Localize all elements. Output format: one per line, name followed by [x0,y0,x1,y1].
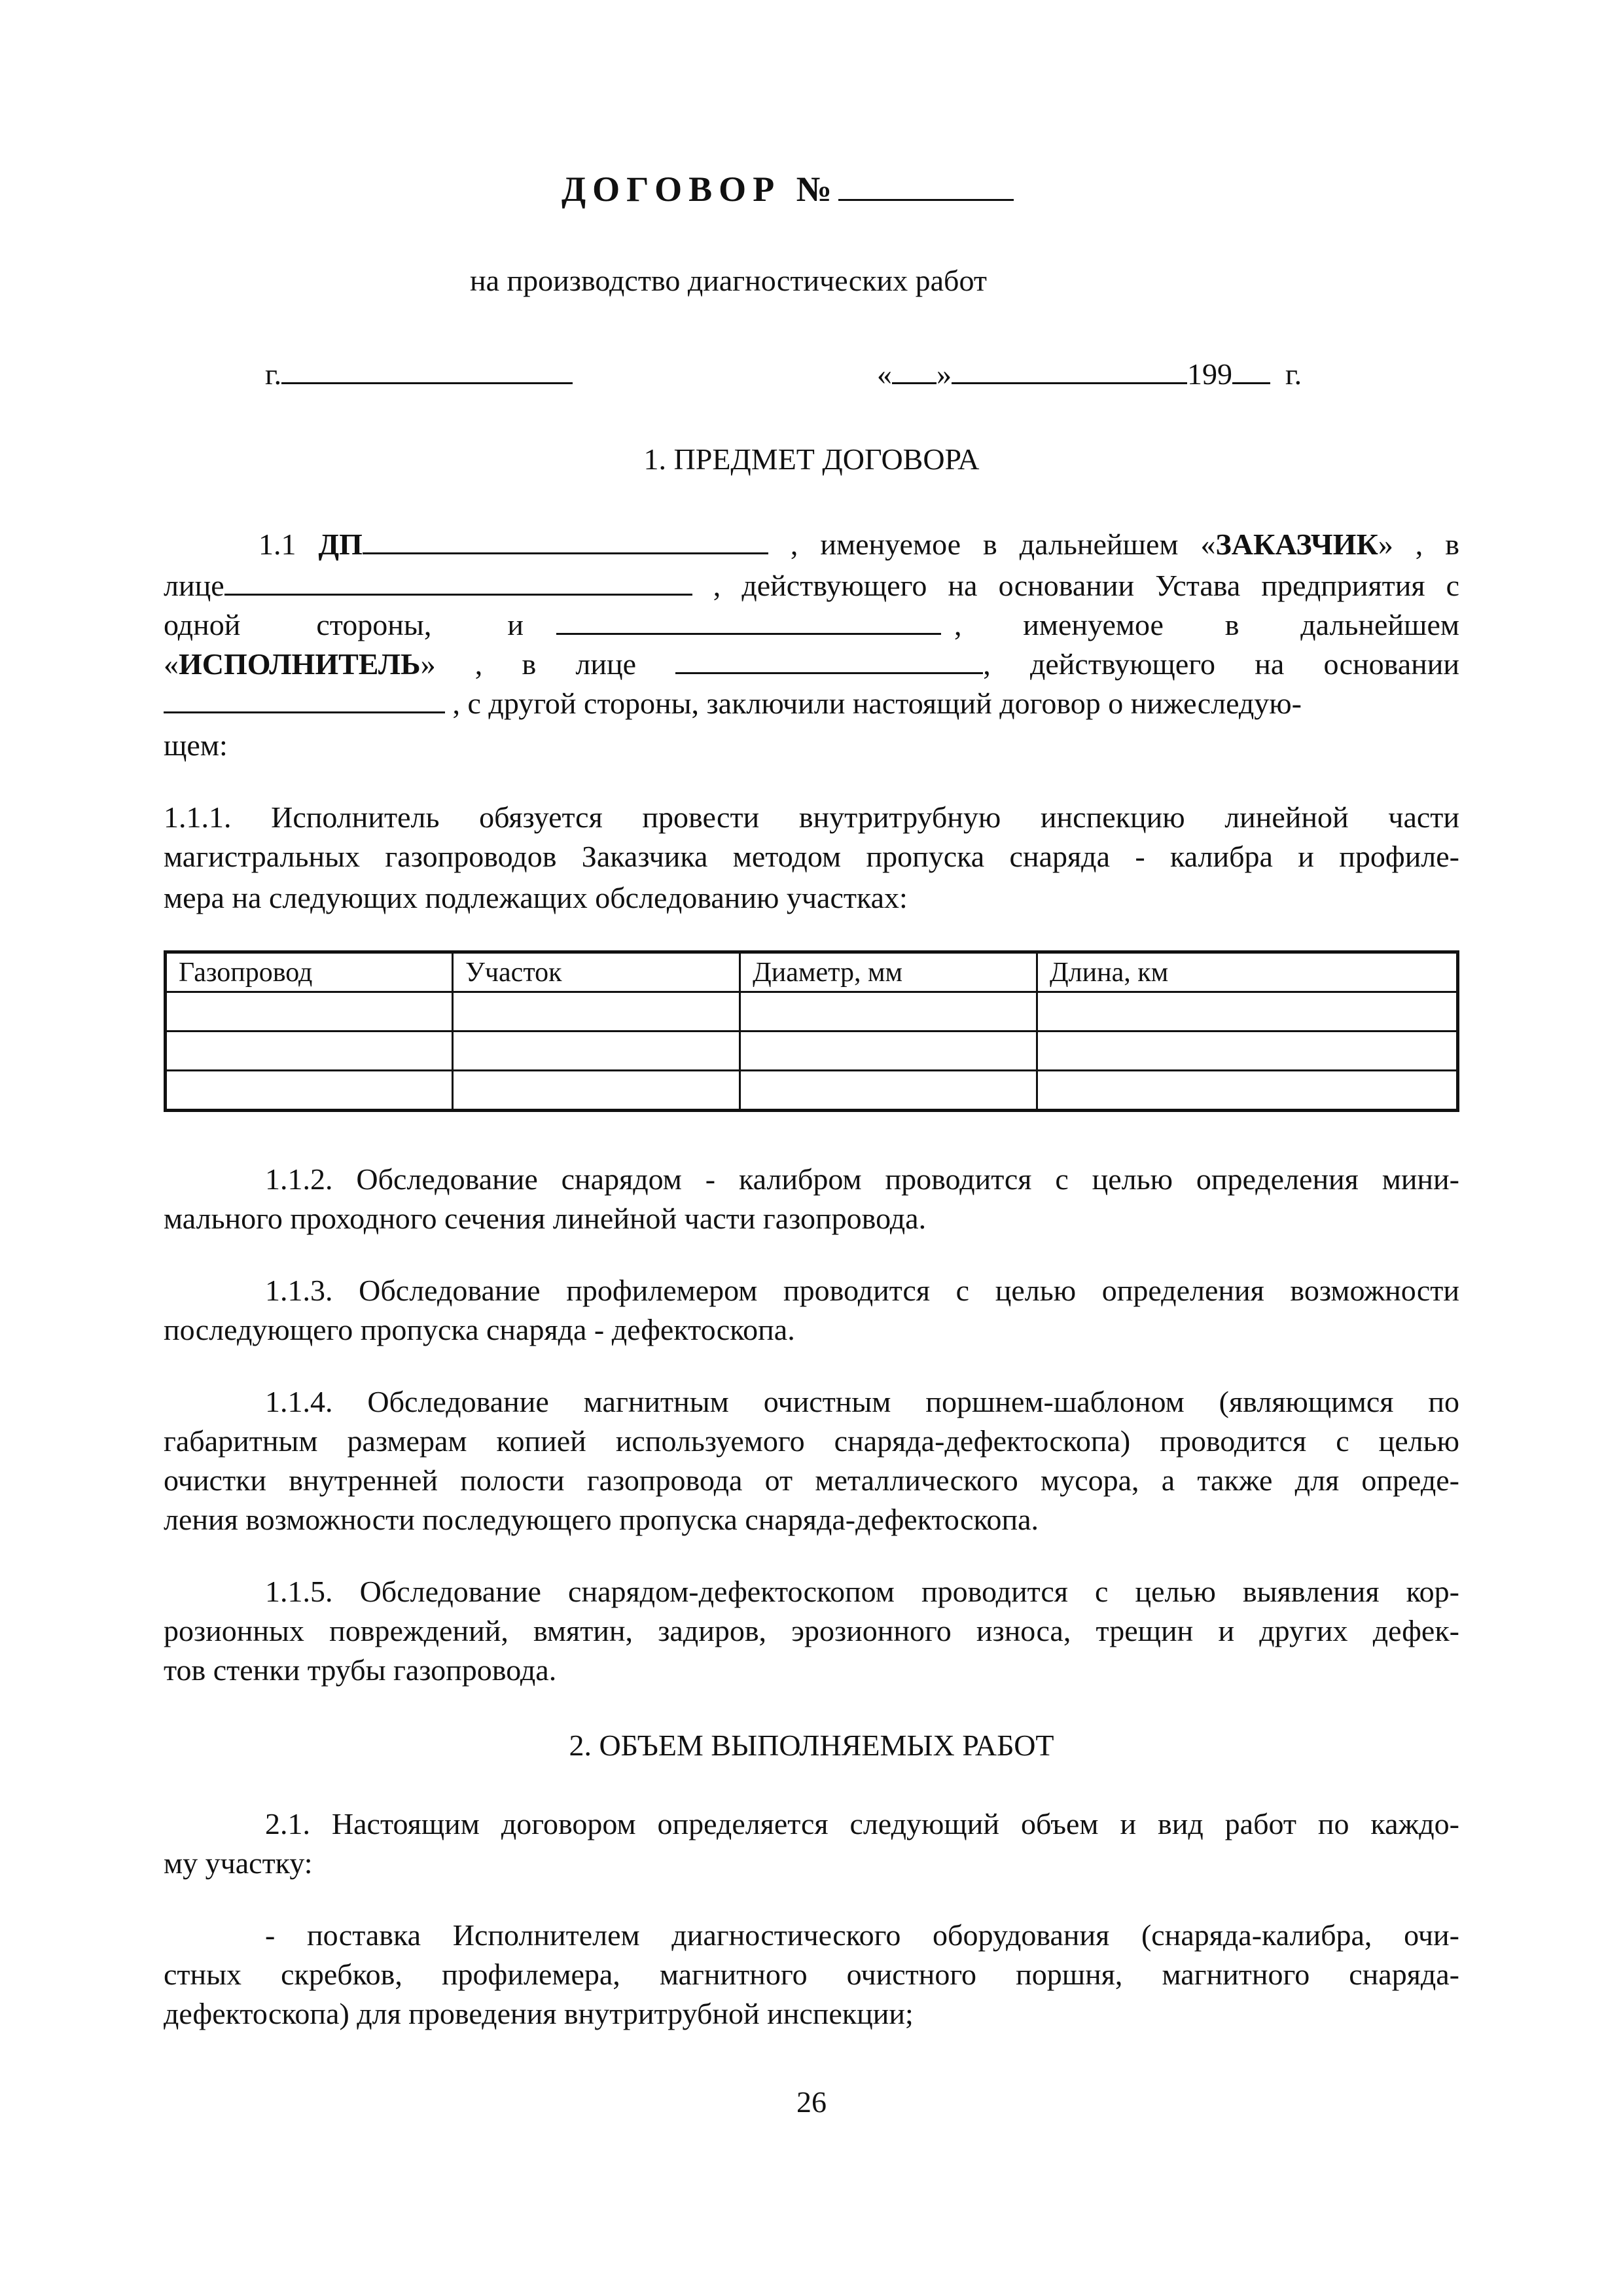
table-row [166,1031,1458,1071]
p11-text-1: , именуемое в дальнейшем « [790,528,1216,561]
table-cell [740,992,1037,1031]
p11-person-label: лице [164,569,224,602]
bullet1-line-3: дефектоскопа) для проведения внутритрубной инспекции; [164,1997,914,2030]
table-header-cell: Газопровод [166,952,453,992]
table-row [166,1071,1458,1111]
day-blank [892,357,936,384]
contractor-person-blank [675,647,983,674]
p114-line-4: ления возможности последующего пропуска снаряда-дефектоскопа. [164,1503,1039,1536]
customer-person-blank [224,569,692,596]
p114-line-1: 1.1.4. Обследование магнитным очистным поршнем-шаблоном (являющимся по [265,1385,1459,1418]
table-cell [740,1031,1037,1071]
contractor-name-blank [556,608,941,635]
section-1-heading: 1. ПРЕДМЕТ ДОГОВОРА [643,442,980,476]
table-cell [1037,1071,1458,1111]
p111-line-2: магистральных газопроводов Заказчика методом пропуска снаряда - калибра и профиле- [164,840,1459,873]
contract-title-text: ДОГОВОР № [562,170,838,209]
p11-number: 1.1 [259,528,296,561]
city-line [265,357,573,391]
table-cell [453,992,740,1031]
p11-text-5: , именуемое в дальнейшем [954,608,1459,641]
p113-line-2: последующего пропуска снаряда - дефектоскопа. [164,1313,795,1346]
table-cell [453,1031,740,1071]
p21-line-1: 2.1. Настоящим договором определяется следующий объем и вид работ по каждо- [265,1807,1459,1840]
p11-text-7: , действующего на основании [983,647,1460,681]
p11-line-4 [164,647,1459,681]
table-cell [166,1031,453,1071]
p11-company-prefix: ДП [318,528,363,561]
p115-line-2: розионных повреждений, вмятин, задиров, эрозионного износа, трещин и других дефек- [164,1614,1459,1647]
table-header-row [166,952,1458,992]
table-cell [166,992,453,1031]
year-prefix: 199 [1187,357,1232,391]
p115-line-1: 1.1.5. Обследование снарядом-дефектоскопом проводится с целью выявления кор- [265,1575,1459,1608]
customer-label: ЗАКАЗЧИК [1215,528,1378,561]
p111-line-1: 1.1.1. Исполнитель обязуется провести внутритрубную инспекцию линейной части [164,800,1459,834]
table-cell [740,1071,1037,1111]
p11-quote-open: « [164,647,179,681]
city-prefix: г. [265,357,282,391]
contract-subtitle: на производство диагностических работ [470,264,987,297]
p112-line-1: 1.1.2. Обследование снарядом - калибром проводится с целью определения мини- [265,1162,1459,1196]
date-open-quote: « [877,357,892,391]
p11-line-1 [259,527,1459,562]
p114-line-3: очистки внутренней полости газопровода от металлического мусора, а также для опреде- [164,1463,1459,1497]
contract-number-blank [838,174,1014,201]
table-header-cell: Длина, км [1037,952,1458,992]
year-suffix: г. [1285,357,1302,391]
basis-blank [164,687,445,713]
month-blank [952,357,1187,384]
p11-line-3 [164,607,1459,642]
p11-text-2: » , в [1378,528,1460,561]
p11-line-5 [164,686,1459,721]
contractor-label: ИСПОЛНИТЕЛЬ [179,647,421,681]
p11-line-2 [164,568,1459,603]
p11-line-6: щем: [164,728,228,762]
page-number: 26 [796,2085,827,2119]
table-row [166,992,1458,1031]
table-cell [166,1071,453,1111]
p11-text-8: , с другой стороны, заключили настоящий договор о нижеследую- [452,687,1302,720]
p111-line-3: мера на следующих подлежащих обследованию участках: [164,881,908,914]
year-blank [1232,357,1270,384]
p114-line-2: габаритным размерам копией используемого снаряда-дефектоскопа) проводится с целью [164,1424,1459,1458]
table-cell [1037,992,1458,1031]
bullet1-line-2: стных скребков, профилемера, магнитного очистного поршня, магнитного снаряда- [164,1958,1459,1991]
date-close-quote: » [936,357,952,391]
city-blank [281,357,573,384]
table-header-cell: Диаметр, мм [740,952,1037,992]
p115-line-3: тов стенки трубы газопровода. [164,1653,557,1687]
contract-title [562,169,1014,209]
section-2-heading: 2. ОБЪЕМ ВЫПОЛНЯЕМЫХ РАБОТ [569,1729,1054,1762]
sections-table [164,950,1459,1112]
bullet1-line-1: - поставка Исполнителем диагностического оборудования (снаряда-калибра, очи- [265,1918,1459,1952]
table-header-cell: Участок [453,952,740,992]
p11-text-4: одной стороны, и [164,608,524,641]
p112-line-2: мального проходного сечения линейной части газопровода. [164,1202,927,1235]
p21-line-2: му участку: [164,1846,313,1880]
p11-text-3: , действующего на основании Устава предприятия с [713,569,1460,602]
date-line [877,357,1302,391]
customer-name-blank [363,528,768,554]
table-cell [1037,1031,1458,1071]
table-cell [453,1071,740,1111]
p11-text-6: » , в лице [420,647,637,681]
p113-line-1: 1.1.3. Обследование профилемером проводится с целью определения возможности [265,1274,1459,1307]
